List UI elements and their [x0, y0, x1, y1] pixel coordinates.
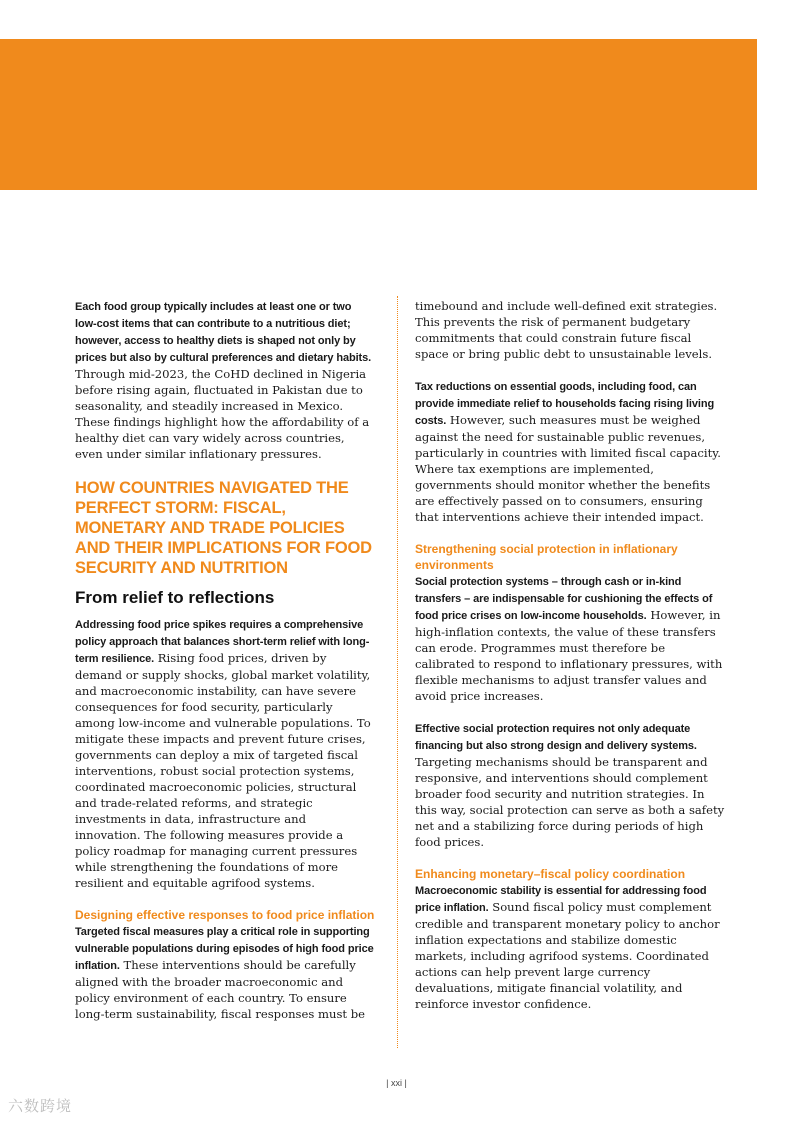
header-banner — [0, 39, 757, 190]
page-number: | xxi | — [386, 1078, 407, 1088]
section-title: HOW COUNTRIES NAVIGATED THE PERFECT STORM: FISCAL, MONETARY AND TRADE POLICIES AND THEIR IMPLICATIONS FOR FOOD SECURITY AND NUTRITION — [75, 479, 372, 577]
social-protection-paragraph — [415, 573, 725, 704]
policy-bold: Addressing food price spikes requires a comprehensive policy approach that balances short-term relief with long-term resilience. — [75, 619, 370, 665]
delivery-text: Targeting mechanisms should be transparent and responsive, and interventions should complement broader food security and nutrition strategies. In this way, social protection can serve as both a safety net and a stabilizing force during periods of high food prices. — [415, 755, 725, 849]
delivery-bold: Effective social protection requires not only adequate financing but also strong design and delivery systems. — [415, 723, 697, 752]
intro-bold: Each food group typically includes at least one or two low-cost items that can contribute to a nutritious diet; however, access to healthy diets is shaped not only by prices but also by cultural preferences and dietary habits. — [75, 301, 372, 364]
tax-text: However, such measures must be weighed against the need for sustainable public revenues, particularly in countries with limited fiscal capacity. Where tax exemptions are implemented, governments should monitor whether the benefits are effectively passed on to consumers, ensuring that interventions achieve their intended impact. — [415, 413, 721, 524]
heading-social-protection: Strengthening social protection in inflationary environments — [415, 542, 678, 572]
fiscal-bold: Targeted fiscal measures play a critical role in supporting vulnerable populations during episodes of high food price inflation. — [75, 926, 374, 972]
timebound-text: timebound and include well-defined exit strategies. This prevents the risk of permanent budgetary commitments that could constrain future fiscal space or bring public debt to unsustainable levels. — [415, 299, 718, 361]
subheading: From relief to reflections — [75, 588, 275, 607]
macro-bold: Macroeconomic stability is essential for addressing food price inflation. — [415, 885, 707, 914]
tax-bold: Tax reductions on essential goods, including food, can provide immediate relief to households facing rising living costs. — [415, 381, 715, 427]
timebound-paragraph — [415, 298, 725, 362]
policy-text: Rising food prices, driven by demand or supply shocks, global market volatility, and macroeconomic instability, can have severe consequences for food security, particularly among low-income and vulnerable populations. To mitigate these impacts and prevent future crises, governments can deploy a mix of targeted fiscal interventions, robust social protection systems, coordinated macroeconomic policies, structural and trade-related reforms, and strategic investments in data, infrastructure and innovation. The following measures provide a policy roadmap for managing current pressures while strengthening the foundations of more resilient and equitable agrifood systems. — [75, 651, 371, 890]
watermark-logo: 六数跨境 — [8, 1097, 73, 1115]
macro-paragraph — [415, 882, 725, 1012]
heading-designing-responses: Designing effective responses to food price inflation — [75, 908, 375, 922]
social-protection-bold: Social protection systems – through cash or in-kind transfers – are indispensable for cushioning the effects of food price crises on low-income households. — [415, 576, 713, 622]
column-divider — [397, 296, 398, 1048]
social-protection-text: However, in high-inflation contexts, the value of these transfers can erode. Programmes must therefore be calibrated to respond to inflationary pressures, with flexible mechanisms to adjust transfer values and avoid price increases. — [415, 608, 723, 703]
right-column — [415, 298, 725, 1028]
intro-text: Through mid-2023, the CoHD declined in Nigeria before rising again, fluctuated in Pakistan due to seasonality, and steadily increased in Mexico. These findings highlight how the affordability of a healthy diet can vary widely across countries, even under similar inflationary pressures. — [75, 367, 370, 461]
heading-monetary-fiscal: Enhancing monetary–fiscal policy coordination — [415, 867, 686, 881]
fiscal-paragraph — [75, 923, 375, 1022]
delivery-paragraph — [415, 720, 725, 850]
macro-text: Sound fiscal policy must complement credible and transparent monetary policy to anchor inflation expectations and stabilize domestic markets, including agrifood systems. Coordinated actions can help prevent large currency devaluations, mitigate financial volatility, and reinforce investor confidence. — [415, 900, 720, 1011]
left-column — [75, 298, 375, 1038]
policy-paragraph — [75, 616, 375, 891]
intro-paragraph — [75, 298, 375, 462]
fiscal-text: These interventions should be carefully aligned with the broader macroeconomic and policy environment of each country. To ensure long-term sustainability, fiscal responses must be — [75, 958, 366, 1021]
tax-paragraph — [415, 378, 725, 525]
